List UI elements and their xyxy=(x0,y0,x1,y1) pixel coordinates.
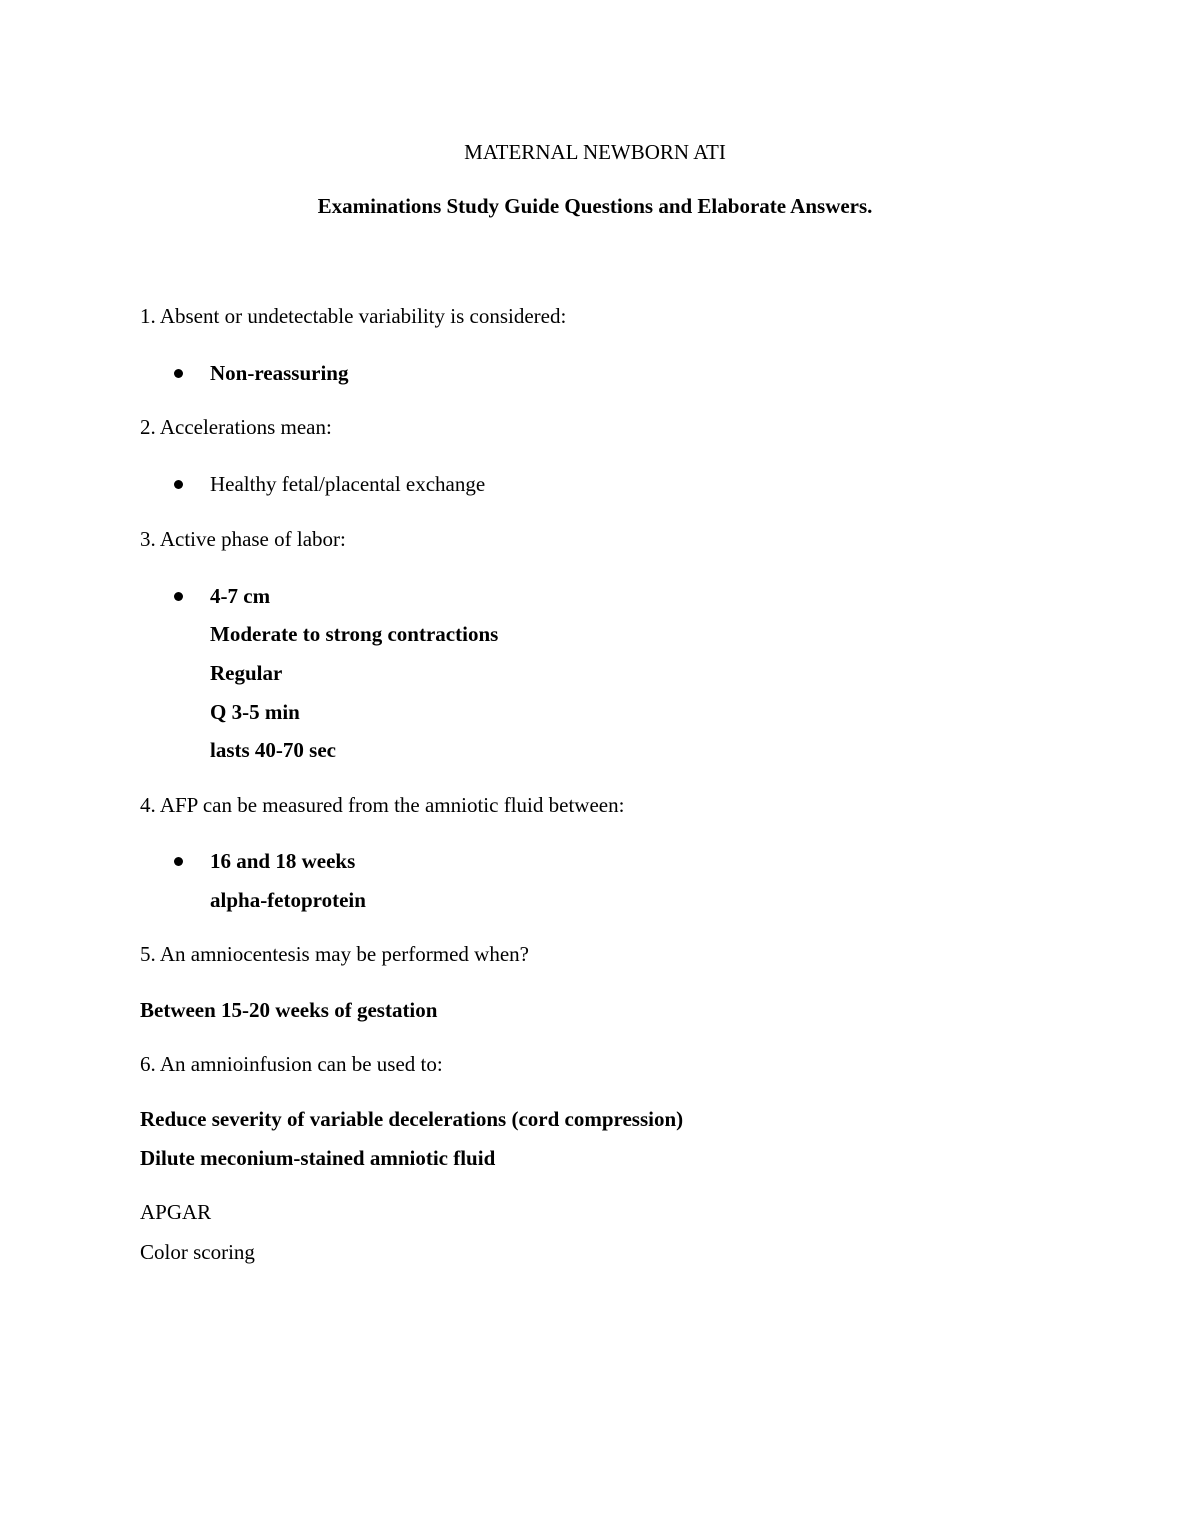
question-1: 1. Absent or undetectable variability is considered: xyxy=(140,304,567,328)
answer-1: Non-reassuring xyxy=(210,361,349,385)
apgar-heading: APGAR xyxy=(140,1200,212,1224)
bullet-icon xyxy=(174,480,183,489)
document-title: MATERNAL NEWBORN ATI xyxy=(464,140,726,164)
answer-3-line-1: 4-7 cm xyxy=(210,584,271,608)
question-2: 2. Accelerations mean: xyxy=(140,415,332,439)
answer-4-line-2: alpha-fetoprotein xyxy=(210,888,366,912)
answer-3-line-5: lasts 40-70 sec xyxy=(210,738,336,762)
question-3: 3. Active phase of labor: xyxy=(140,527,346,551)
question-4: 4. AFP can be measured from the amniotic fluid between: xyxy=(140,793,625,817)
answer-5: Between 15-20 weeks of gestation xyxy=(140,998,438,1022)
document-subtitle: Examinations Study Guide Questions and Elaborate Answers. xyxy=(317,194,873,218)
answer-6-line-1: Reduce severity of variable decelerations (cord compression) xyxy=(140,1107,684,1131)
apgar-text: Color scoring xyxy=(140,1240,255,1264)
bullet-icon xyxy=(174,592,183,601)
bullet-icon xyxy=(174,857,183,866)
answer-2: Healthy fetal/placental exchange xyxy=(210,472,486,496)
answer-3-line-3: Regular xyxy=(210,661,283,685)
answer-3-line-4: Q 3-5 min xyxy=(210,700,300,724)
question-6: 6. An amnioinfusion can be used to: xyxy=(140,1052,443,1076)
bullet-icon xyxy=(174,369,183,378)
answer-4-line-1: 16 and 18 weeks xyxy=(210,849,356,873)
answer-6-line-2: Dilute meconium-stained amniotic fluid xyxy=(140,1146,496,1170)
question-5: 5. An amniocentesis may be performed when? xyxy=(140,942,529,966)
answer-3-line-2: Moderate to strong contractions xyxy=(210,622,499,646)
